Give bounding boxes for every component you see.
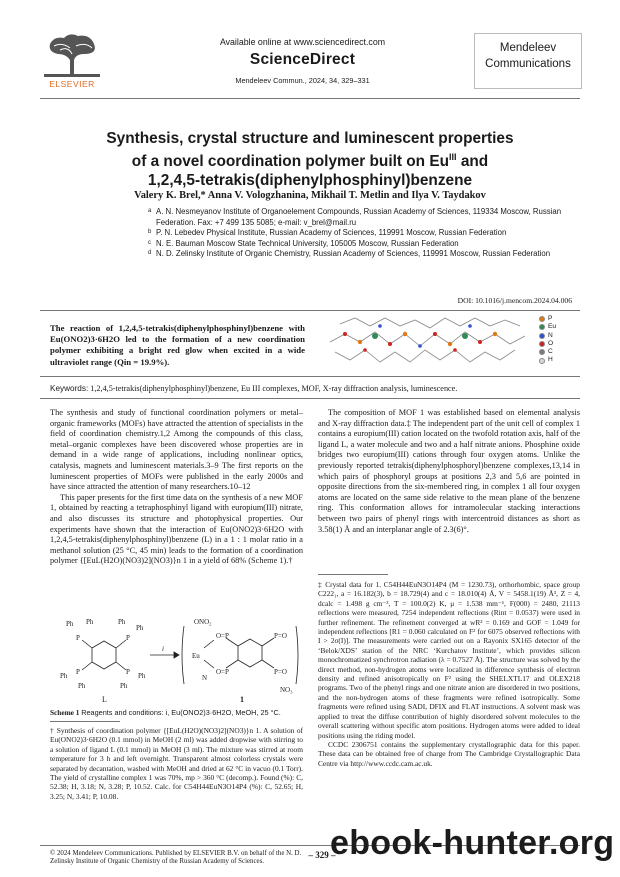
- legend-item-n: [539, 332, 579, 340]
- legend-item-p: [539, 315, 579, 323]
- affiliation-text: N. E. Bauman Moscow State Technical University, 105005 Moscow, Russian Federation: [156, 238, 459, 248]
- abstract-bottom-divider: [40, 376, 580, 377]
- keywords-line: [50, 384, 580, 393]
- scheme-label-L: L: [102, 695, 107, 704]
- page-number: – 329 –: [308, 850, 336, 860]
- svg-text:Ph: Ph: [120, 682, 128, 690]
- author-list: Valery K. Brel,* Anna V. Vologzhanina, Mikhail T. Metlin and Ilya V. Taydakov: [134, 190, 486, 201]
- svg-text:Eu: Eu: [192, 652, 200, 660]
- legend-label: N: [548, 331, 553, 339]
- footnote-divider-left: [50, 721, 120, 722]
- legend-swatch: [539, 349, 545, 355]
- svg-text:P=O: P=O: [274, 632, 287, 640]
- svg-text:Ph: Ph: [136, 624, 144, 632]
- keywords-divider: [40, 398, 580, 399]
- scheme-caption: [50, 708, 303, 717]
- scheme-1-reaction-diagram: [52, 608, 302, 706]
- affiliation-text: A. N. Nesmeyanov Institute of Organoelement Compounds, Russian Academy of Sciences, 119334 Moscow, Russian Federation. Fax: +7 499 135 5085; e-mail: v_brel@mail.ru: [156, 207, 562, 227]
- svg-text:Ph: Ph: [60, 672, 68, 680]
- header-divider: [40, 98, 580, 99]
- legend-swatch: [539, 324, 545, 330]
- affiliation-text: P. N. Lebedev Physical Institute, Russian Academy of Sciences, 119991 Moscow, Russian Federation: [156, 228, 507, 238]
- svg-text:P=O: P=O: [274, 668, 287, 676]
- legend-swatch: [539, 316, 545, 322]
- abstract-top-divider: [40, 310, 580, 311]
- affiliation-mark: c: [148, 239, 151, 246]
- affiliation-d: [148, 249, 568, 260]
- left-paragraph-1: The synthesis and study of functional coordination polymers or metal–organic frameworks (MOFs) have attracted the attention of specialists in the field of coordination chemistry.1,2 Among the compounds of this class, metal–organic complexes have been discovered whose properties are in demand in a wide range of applications, including nonlinear optics, catalysis, magnets and luminescent materials.3–9 The first reports on the luminescent properties of MOFs were published in the early 2000s and have since attracted the attention of many researchers.10–12: [50, 408, 303, 492]
- legend-label: Eu: [548, 323, 557, 331]
- svg-text:P: P: [126, 668, 130, 676]
- svg-text:O=P: O=P: [216, 632, 229, 640]
- legend-label: C: [548, 348, 553, 356]
- scheme-label-1: 1: [240, 695, 244, 704]
- crystal-structure-graphic: [325, 312, 530, 370]
- footnote-synthesis: † Synthesis of coordination polymer {[EuL(H2O)(NO3)2](NO3)}n 1. A solution of Eu(ONO2)3·6H2O (0.1 mmol) in MeOH (2 ml) was added dropwise with stirring to a solution of ligand L (0.1 mmol) in MeOH (3 ml). The mixture was stirred at room temperature for 3 h and left overnight. Transparent almost colorless crystals were separated by decantation, washed with MeOH and dried at 62 °C in vacuo (0.1 Torr). The yield of crystalline complex 1 was 70%, mp > 360 °C (decomp.). Found (%): C, 52.38; H, 3.18; N, 3.28; P, 10.52. Calc. for C54H44EuN3O14P4 (%): C, 52.65; H, 3.25; N, 3.41; P, 10.08.: [50, 726, 303, 801]
- journal-line-1: Mendeleev: [499, 42, 557, 54]
- svg-text:ONO₂: ONO₂: [194, 618, 212, 626]
- title-line-2: of a novel coordination polymer built on $Eu^{III}$ and: [131, 152, 489, 171]
- copyright-notice: © 2024 Mendeleev Communications. Published by ELSEVIER B.V. on behalf of the N. D. Zelinsky Institute of Organic Chemistry of the Russian Academy of Sciences.: [50, 850, 302, 866]
- footnote-crystal-data: [318, 580, 580, 768]
- legend-item-o: [539, 340, 579, 348]
- abstract-text: The reaction of 1,2,4,5-tetrakis(diphenylphosphinyl)benzene with Eu(ONO2)3·6H2O led to the formation of a new coordination polymer exhibiting a bright red glow when excited in a wide ultraviolet range (Qin = 19.9%).: [50, 323, 305, 367]
- affiliation-mark: b: [148, 229, 152, 236]
- crystal-data-text: ‡ Crystal data for 1. C54H44EuN3O14P4 (M = 1230.73), orthorhombic, space group C222₁, a = 16.182(3), b = 18.729(4) and c = 18.010(4) Å, V = 5458.1(19) Å³, Z = 4, dcalc = 1.498 g cm⁻³, T = 100.0(2) K, μ = 1.538 mm⁻¹, F(000) = 2480, 21113 reflections were measured, 7254 independent reflections (Rint = 0.0537) were used in further refinement. The refinement converged at wR² = 0.169 and GOF = 1.049 for independent reflections [R1 = 0.060 calculated on F² for 6075 observed reflections with I > 2σ(I)]. The measurements were carried out on a Rayonix SX165 detector of the ‘Belok/XDS’ station of the NRC ‘Kurchatov Institute’, which provides silicon monochromatized synchrotron radiation (λ = 0.7527 Å). The structure was solved by the direct method, non-hydrogen atoms were localized in difference synthesis of electron density and refined anisotropically on F² using the SHELXTL17 and OLEX218 programs. Two of the phenyl rings and one nitrate anion are disordered in two positions, and the non-hydrogen atoms of these fragments were refined isotropically. Some fragments were refined using SADI, DFIX and FLAT instructions. A solvent mask was applied to treat the diffuse contribution of highly disordered solvent molecules to the overall scattering without specific atom positions. Hydrogen atoms were added to ideal positions using the riding model.: [318, 580, 580, 740]
- watermark-text: ebook-hunter.org: [330, 824, 615, 862]
- ccdc-text: CCDC 2306751 contains the supplementary crystallographic data for this paper. These data can be obtained free of charge from The Cambridge Crystallographic Data Centre via http://www.ccdc.cam.ac.uk.: [318, 739, 580, 768]
- legend-label: H: [548, 356, 553, 364]
- svg-text:Ph: Ph: [86, 618, 94, 626]
- legend-item-c: [539, 348, 579, 356]
- right-column-body: [318, 408, 580, 535]
- legend-item-eu: [539, 323, 579, 331]
- affiliations: [148, 207, 568, 260]
- atom-color-legend: [539, 315, 579, 365]
- title-line-3: 1,2,4,5-tetrakis(diphenylphosphinyl)benzene: [147, 172, 473, 190]
- left-column-body: [50, 408, 303, 567]
- svg-text:Ph: Ph: [138, 672, 146, 680]
- article-title: [60, 129, 560, 190]
- affiliation-c: [148, 239, 568, 250]
- legend-swatch: [539, 341, 545, 347]
- affiliation-mark: a: [148, 208, 152, 214]
- svg-text:Ph: Ph: [78, 682, 86, 690]
- sciencedirect-brand[interactable]: ScienceDirect: [249, 51, 356, 68]
- legend-swatch: [539, 358, 545, 364]
- svg-text:P: P: [76, 668, 80, 676]
- publisher-name: ELSEVIER: [49, 79, 95, 89]
- affiliation-mark: d: [148, 250, 152, 257]
- elsevier-tree-logo: [40, 32, 104, 78]
- doi-link[interactable]: DOI: 10.1016/j.mencom.2024.04.006: [457, 296, 572, 305]
- svg-text:O=P: O=P: [216, 668, 229, 676]
- svg-text:Ph: Ph: [66, 620, 74, 628]
- keywords-label: Keywords:: [50, 384, 89, 393]
- legend-label: P: [548, 315, 553, 322]
- scheme-caption-text: Reagents and conditions: i, Eu(ONO2)3·6H2O, MeOH, 25 °C.: [81, 708, 281, 717]
- available-online[interactable]: Available online at www.sciencedirect.com: [219, 37, 386, 47]
- title-line-1: Synthesis, crystal structure and luminescent properties: [106, 130, 514, 147]
- legend-label: O: [548, 339, 554, 347]
- scheme-caption-label: Scheme 1: [50, 708, 80, 717]
- affiliation-b: [148, 228, 568, 239]
- scheme-arrow-label: i: [162, 645, 164, 653]
- svg-text:NO₃: NO₃: [280, 686, 293, 694]
- affiliation-text: N. D. Zelinsky Institute of Organic Chemistry, Russian Academy of Sciences, 119991 Moscow, Russian Federation: [156, 249, 551, 259]
- affiliation-a: [148, 207, 568, 228]
- left-paragraph-2: This paper presents for the first time data on the synthesis of a new MOF 1, obtained by reacting a tetraphosphinyl ligand with europium(III) nitrate, and also discusses its structure and photophysical properties. Our experiments have shown that the interaction of Eu(ONO2)3·6H2O with 1,2,4,5-tetrakis(diphenylphosphinyl)benzene (L) in a 1 : 1 molar ratio in a methanol solution (25 °C, 45 min) leads to the formation of a coordination polymer {[EuL(H2O)(NO3)2](NO3)}n 1 in a yield of 68% (Scheme 1).†: [50, 492, 303, 566]
- journal-line-2: Communications: [485, 58, 571, 70]
- svg-text:N: N: [202, 674, 208, 682]
- svg-text:P: P: [126, 634, 130, 642]
- journal-citation: Mendeleev Commun., 2024, 34, 329–331: [235, 76, 370, 85]
- svg-text:P: P: [76, 634, 80, 642]
- legend-item-h: [539, 356, 579, 364]
- svg-text:Ph: Ph: [118, 618, 126, 626]
- legend-swatch: [539, 333, 545, 339]
- right-paragraph-1: The composition of MOF 1 was established based on elemental analysis and X-ray diffraction data.‡ The independent part of the unit cell of complex 1 contains a europium(III) cation located on the twofold rotation axis, half of the ligand L, a water molecule and two and a half nitrate anions. Phosphine oxide bridges two europium(III) cations through four oxygen atoms. Unlike the previously reported tetrakis(diphenylphosphoryl)benzene complexes,13,14 in which pairs of phosphoryl groups at positions 2,3 and 5,6 are pointed in opposite directions from the six-membered ring, in complex 1 all four oxygen atoms are located on the same side relative to the mean plane of the benzene ring. This conformation allows for intramolecular stacking interactions between two pairs of phenyl rings with intercentroid distances as short as 3.58(1) Å and an interplanar angle of 2.3(6)°.: [318, 408, 580, 534]
- keywords-text: 1,2,4,5-tetrakis(diphenylphosphinyl)benzene, Eu III complexes, MOF, X-ray diffraction analysis, luminescence.: [90, 384, 458, 393]
- journal-name-box: [474, 33, 582, 89]
- footnote-divider-right: [318, 574, 388, 575]
